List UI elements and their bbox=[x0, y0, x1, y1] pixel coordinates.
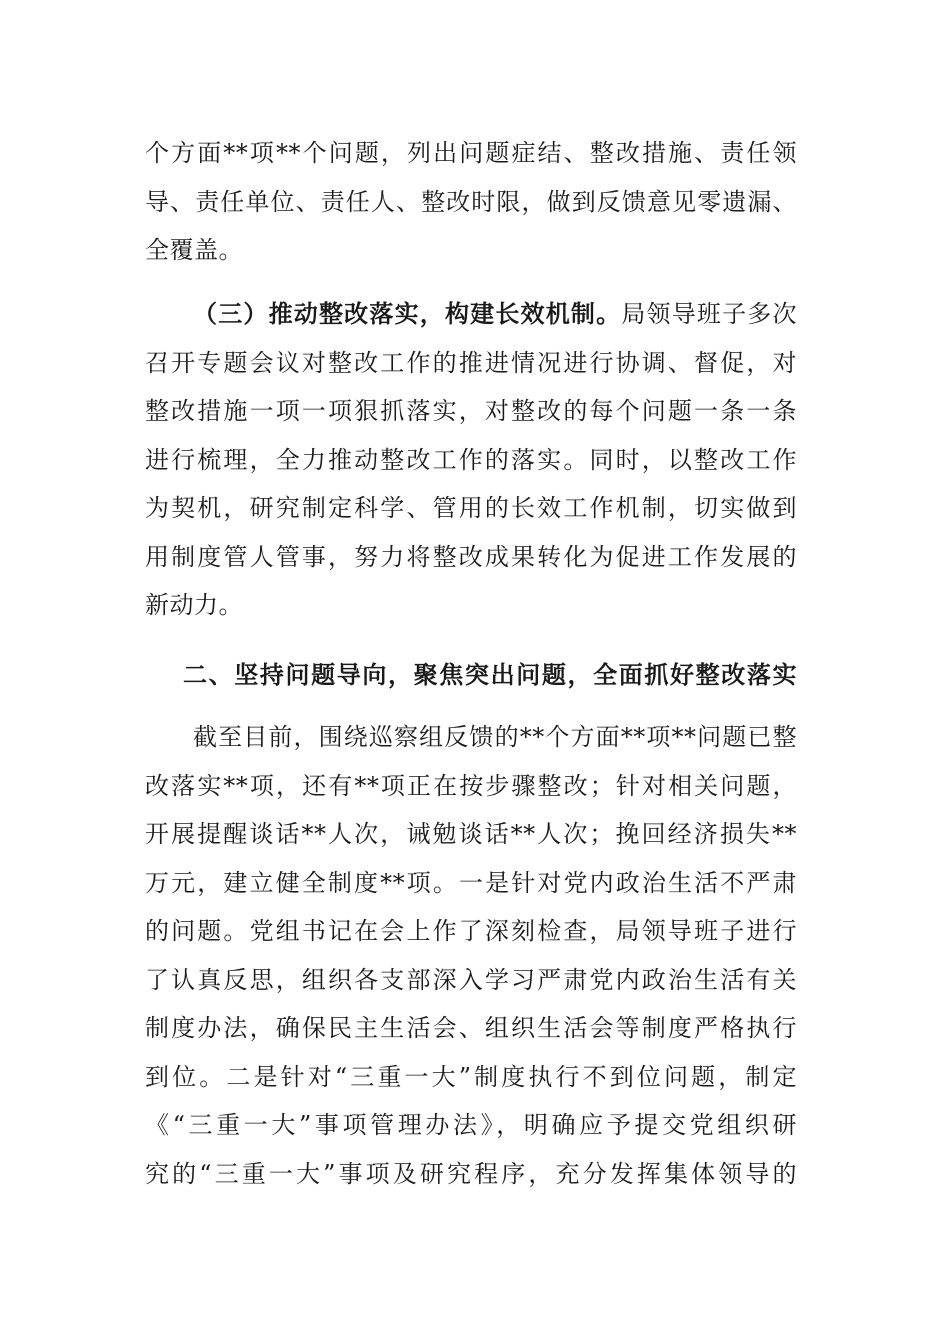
text-line: 个方面**项**个问题，列出问题症结、整改措施、责任领 bbox=[145, 139, 797, 167]
text-line: 全覆盖。 bbox=[145, 236, 243, 264]
text-line: 的问题。党组书记在会上作了深刻检查，局领导班子进行 bbox=[145, 917, 797, 945]
text-line: 制度办法，确保民主生活会、组织生活会等制度严格执行 bbox=[145, 1014, 797, 1042]
paragraph-continuation bbox=[145, 129, 797, 275]
text-line: 《“三重一大”事项管理办法》，明确应予提交党组织研 bbox=[145, 1111, 797, 1139]
text-line: 万元，建立健全制度**项。一是针对党内政治生活不严肃 bbox=[145, 868, 797, 897]
text-line: 开展提醒谈话**人次，诫勉谈话**人次；挽回经济损失** bbox=[145, 820, 797, 848]
text-line: 到位。二是针对“三重一大”制度执行不到位问题，制定 bbox=[145, 1062, 797, 1091]
text-line: 新动力。 bbox=[145, 591, 243, 619]
text-line: 用制度管人管事，努力将整改成果转化为促进工作发展的 bbox=[145, 542, 797, 571]
text-line: 进行梳理，全力推动整改工作的落实。同时，以整改工作 bbox=[145, 445, 797, 474]
text-line: 究的“三重一大”事项及研究程序，充分发挥集体领导的 bbox=[145, 1159, 797, 1188]
section-heading-block bbox=[145, 651, 797, 700]
subsection-heading: （三）推动整改落实，构建长效机制。 bbox=[193, 300, 622, 328]
text-line: 截至目前，围绕巡察组反馈的**个方面**项**问题已整 bbox=[193, 723, 797, 751]
paragraph-subsection-three bbox=[145, 290, 797, 630]
text-line: 整改措施一项一项狠抓落实，对整改的每个问题一条一条 bbox=[145, 397, 797, 425]
text-line: 导、责任单位、责任人、整改时限，做到反馈意见零遗漏、 bbox=[145, 187, 797, 216]
section-heading: 二、坚持问题导向，聚焦突出问题，全面抓好整改落实 bbox=[183, 661, 797, 689]
text-fragment: 局领导班子多次 bbox=[621, 300, 797, 328]
text-line: 为契机，研究制定科学、管用的长效工作机制，切实做到 bbox=[145, 494, 797, 522]
text-line: 了认真反思，组织各支部深入学习严肃党内政治生活有关 bbox=[145, 965, 797, 994]
text-line: 召开专题会议对整改工作的推进情况进行协调、督促，对 bbox=[145, 348, 797, 377]
paragraph-section-two bbox=[145, 713, 797, 1198]
text-line: 改落实**项，还有**项正在按步骤整改；针对相关问题， bbox=[145, 771, 797, 800]
text-line bbox=[145, 290, 797, 339]
